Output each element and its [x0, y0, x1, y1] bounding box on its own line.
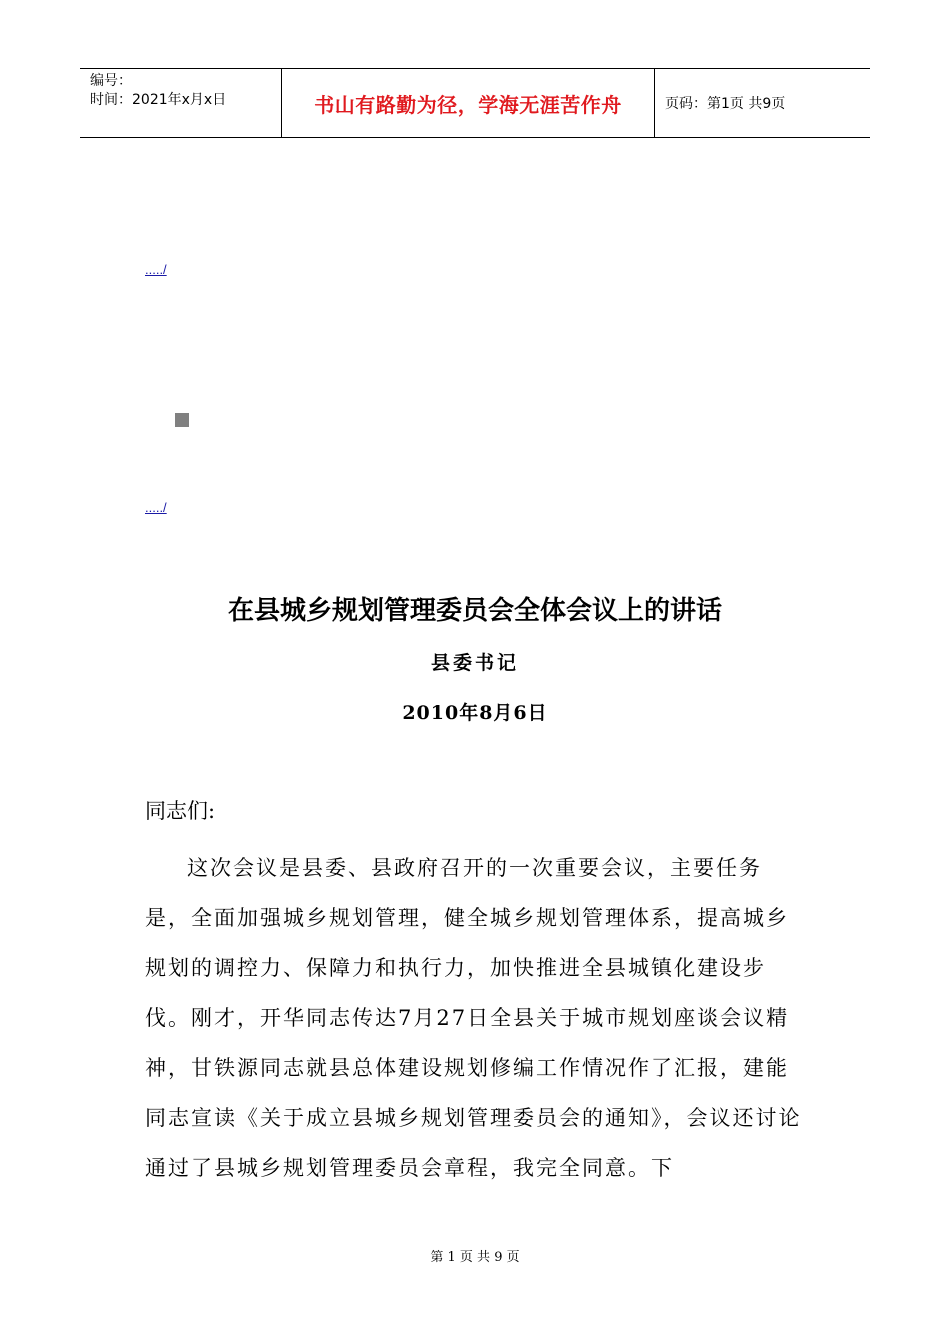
body-paragraph: 这次会议是县委、县政府召开的一次重要会议，主要任务是，全面加强城乡规划管理，健全城乡规划管理体系，提高城乡规划的调控力、保障力和执行力，加快推进全县城镇化建设步伐。刚才，开华同志传达7月27日全县关于城市规划座谈会议精神，甘铁源同志就县总体建设规划修编工作情况作了汇报，建能同志宣读《关于成立县城乡规划管理委员会的通知》，会议还讨论通过了县城乡规划管理委员会章程，我完全同意。下: [145, 856, 802, 1180]
time-label: 时间：2021年x月x日: [90, 92, 227, 108]
header-table: [80, 68, 870, 138]
motto-cell: [282, 69, 655, 137]
number-label: 编号：: [90, 73, 132, 89]
document-date: 2010年8月6日: [402, 702, 548, 724]
page-number-cell: [655, 69, 870, 137]
top-link[interactable]: ...../: [145, 262, 167, 277]
page-footer: 第 1 页 共 9 页: [430, 1250, 520, 1265]
salutation: 同志们:: [145, 799, 216, 823]
header-meta-cell: [80, 69, 282, 137]
motto-text: 书山有路勤为径，学海无涯苦作舟: [314, 92, 622, 117]
document-author: 县委书记: [430, 652, 519, 674]
square-icon: [175, 413, 189, 427]
page-number-label: 页码：第1页 共9页: [665, 96, 786, 112]
document-title: 在县城乡规划管理委员会全体会议上的讲话: [227, 596, 722, 626]
bottom-link[interactable]: ...../: [145, 500, 167, 515]
